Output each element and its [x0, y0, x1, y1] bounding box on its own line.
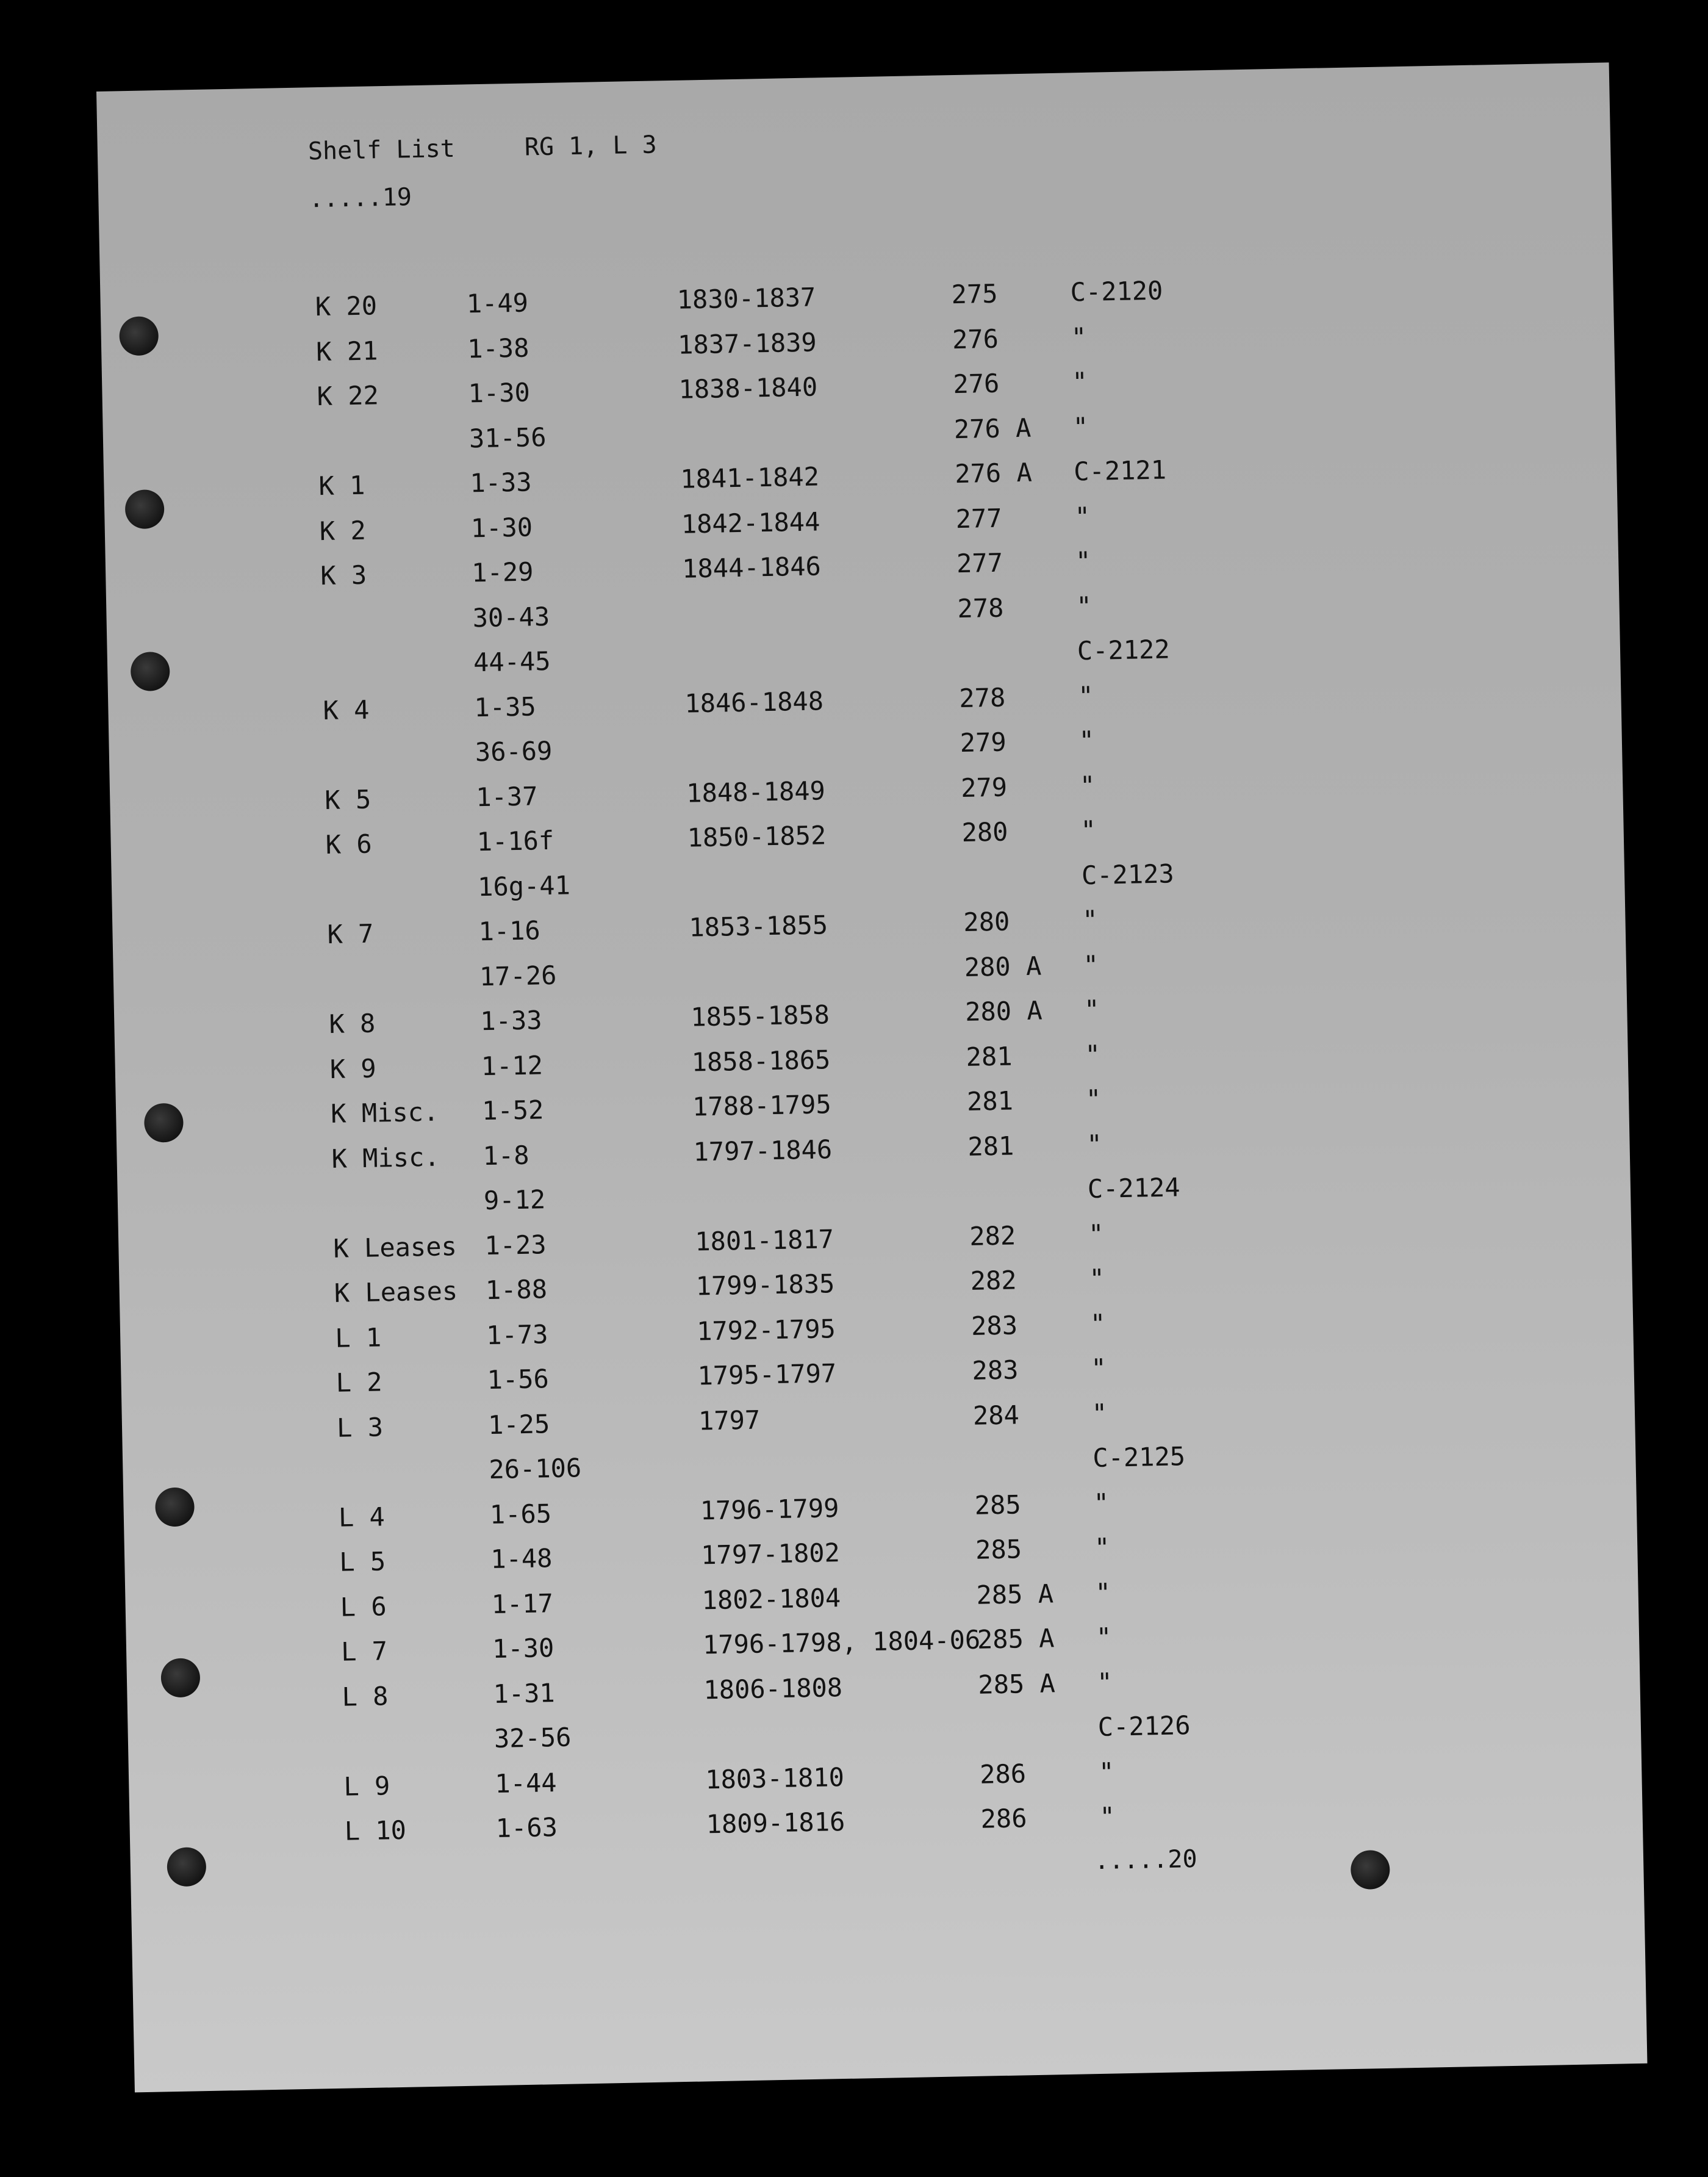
- pages-cell: 31-56: [468, 422, 547, 453]
- reel-cell: C-2126: [1097, 1710, 1191, 1742]
- dates-cell: 1846-1848: [684, 685, 824, 719]
- box-cell: 285 A: [976, 1578, 1054, 1610]
- box-cell: 284: [972, 1399, 1020, 1431]
- dates-cell: 1797-1802: [700, 1538, 841, 1571]
- dates-cell: 1802-1804: [702, 1582, 841, 1615]
- pages-cell: 1-12: [481, 1049, 544, 1081]
- volume-cell: K 6: [325, 829, 373, 860]
- binder-hole: [167, 1847, 206, 1887]
- pages-cell: 1-49: [466, 287, 529, 319]
- box-cell: 278: [957, 592, 1004, 624]
- volume-cell: K 7: [327, 918, 374, 949]
- reel-cell: ": [1071, 322, 1087, 352]
- box-cell: 286: [979, 1758, 1027, 1790]
- dates-cell: 1803-1810: [705, 1761, 845, 1794]
- volume-cell: K Misc.: [331, 1142, 440, 1174]
- reel-cell: ": [1072, 411, 1089, 442]
- volume-cell: L 4: [338, 1501, 386, 1533]
- reel-cell: ": [1098, 1756, 1114, 1787]
- box-cell: 283: [972, 1355, 1019, 1386]
- box-cell: 285: [974, 1489, 1022, 1520]
- volume-cell: K 20: [315, 290, 378, 322]
- volume-cell: L 10: [344, 1815, 407, 1846]
- box-cell: 280: [963, 906, 1010, 937]
- dates-cell: 1853-1855: [689, 910, 828, 943]
- binder-hole: [144, 1103, 184, 1143]
- volume-cell: L 1: [334, 1322, 382, 1353]
- box-cell: 280 A: [964, 951, 1042, 982]
- pages-cell: 1-65: [489, 1498, 552, 1530]
- reel-cell: ": [1085, 1039, 1101, 1070]
- reel-cell: ": [1089, 1308, 1106, 1339]
- dates-cell: 1830-1837: [676, 282, 816, 315]
- pages-cell: 16g-41: [477, 869, 571, 902]
- binder-hole: [119, 316, 159, 356]
- dates-cell: 1806-1808: [703, 1672, 843, 1705]
- dates-cell: 1792-1795: [696, 1313, 836, 1346]
- reel-cell: ": [1091, 1398, 1108, 1428]
- pages-cell: 1-17: [491, 1588, 554, 1619]
- dates-cell: 1795-1797: [697, 1358, 837, 1391]
- reel-cell: ": [1099, 1801, 1116, 1832]
- box-cell: 285: [975, 1534, 1022, 1565]
- dates-cell: 1799-1835: [695, 1268, 835, 1301]
- reel-cell: ": [1093, 1488, 1110, 1518]
- box-cell: 280: [961, 816, 1008, 847]
- pages-cell: 1-16: [478, 915, 541, 947]
- pages-cell: 1-37: [475, 780, 538, 812]
- dates-cell: 1855-1858: [690, 999, 830, 1032]
- dates-cell: 1796-1799: [700, 1492, 839, 1525]
- pages-cell: 1-88: [485, 1274, 548, 1306]
- volume-cell: L 9: [343, 1770, 390, 1802]
- reel-cell: ": [1096, 1667, 1113, 1697]
- box-cell: 286: [980, 1803, 1027, 1834]
- volume-cell: L 2: [336, 1367, 383, 1398]
- volume-cell: L 7: [340, 1636, 388, 1667]
- reel-cell: C-2120: [1070, 275, 1163, 308]
- volume-cell: K 2: [319, 515, 367, 546]
- volume-cell: K 21: [315, 335, 378, 367]
- dates-cell: 1797: [698, 1405, 761, 1436]
- pages-cell: 30-43: [472, 601, 550, 633]
- dates-cell: 1796-1798, 1804-06: [702, 1624, 981, 1660]
- document-page: [96, 62, 1648, 2092]
- continued-to-page: .....20: [1094, 1844, 1197, 1875]
- continued-from-page: .....19: [309, 183, 412, 214]
- reel-cell: C-2122: [1077, 634, 1171, 666]
- dates-cell: 1848-1849: [686, 775, 826, 808]
- pages-cell: 1-33: [469, 467, 533, 498]
- pages-cell: 1-31: [493, 1677, 556, 1709]
- pages-cell: 1-52: [481, 1095, 544, 1126]
- volume-cell: L 6: [340, 1591, 387, 1622]
- pages-cell: 1-56: [487, 1364, 550, 1395]
- pages-cell: 17-26: [479, 960, 557, 991]
- reel-cell: ": [1076, 591, 1093, 621]
- box-cell: 277: [956, 547, 1003, 579]
- box-cell: 285 A: [977, 1623, 1055, 1655]
- reel-cell: ": [1082, 904, 1099, 935]
- pages-cell: 1-30: [470, 511, 533, 543]
- binder-hole: [125, 489, 165, 529]
- record-group-reference: RG 1, L 3: [524, 131, 658, 162]
- box-cell: 282: [970, 1265, 1017, 1296]
- pages-cell: 1-48: [490, 1543, 553, 1575]
- volume-cell: K 22: [317, 380, 379, 412]
- dates-cell: 1844-1846: [681, 551, 822, 584]
- volume-cell: K 9: [329, 1053, 377, 1084]
- reel-cell: ": [1095, 1577, 1111, 1608]
- volume-cell: K 4: [323, 694, 370, 725]
- box-cell: 277: [955, 503, 1003, 534]
- volume-cell: K 8: [328, 1008, 376, 1039]
- box-cell: 278: [958, 682, 1006, 713]
- dates-cell: 1837-1839: [677, 326, 817, 360]
- reel-cell: ": [1077, 680, 1094, 711]
- dates-cell: 1797-1846: [693, 1134, 833, 1167]
- pages-cell: 1-30: [468, 377, 531, 409]
- reel-cell: ": [1096, 1622, 1112, 1652]
- reel-cell: ": [1071, 366, 1088, 397]
- box-cell: 281: [966, 1085, 1014, 1117]
- pages-cell: 1-29: [471, 556, 534, 588]
- volume-cell: K Leases: [334, 1275, 458, 1308]
- reel-cell: C-2124: [1087, 1172, 1180, 1204]
- volume-cell: L 3: [336, 1411, 384, 1443]
- reel-cell: ": [1094, 1532, 1110, 1563]
- pages-cell: 32-56: [493, 1722, 572, 1754]
- box-cell: 283: [971, 1309, 1018, 1341]
- box-cell: 276: [952, 368, 1000, 400]
- reel-cell: ": [1091, 1353, 1107, 1384]
- pages-cell: 1-38: [467, 332, 529, 364]
- dates-cell: 1809-1816: [706, 1806, 845, 1840]
- dates-cell: 1850-1852: [687, 820, 827, 853]
- binder-hole: [155, 1487, 195, 1527]
- reel-cell: C-2123: [1081, 858, 1175, 890]
- shelf-list-title: Shelf List: [307, 134, 456, 166]
- binder-hole: [131, 652, 170, 691]
- volume-cell: K 1: [318, 470, 365, 502]
- box-cell: 281: [967, 1130, 1014, 1162]
- box-cell: 276 A: [954, 457, 1033, 489]
- reel-cell: ": [1080, 815, 1097, 846]
- reel-cell: ": [1086, 1129, 1103, 1159]
- reel-cell: ": [1075, 545, 1091, 577]
- volume-cell: K Leases: [332, 1231, 458, 1264]
- reel-cell: ": [1078, 725, 1095, 756]
- box-cell: 285 A: [977, 1668, 1056, 1700]
- dates-cell: 1788-1795: [692, 1089, 832, 1122]
- box-cell: 275: [951, 278, 998, 310]
- pages-cell: 1-30: [492, 1633, 554, 1664]
- reel-cell: C-2121: [1073, 455, 1167, 487]
- dates-cell: 1842-1844: [681, 506, 820, 539]
- box-cell: 279: [960, 772, 1008, 803]
- binder-hole: [1351, 1850, 1390, 1890]
- pages-cell: 1-63: [495, 1812, 558, 1843]
- pages-cell: 1-23: [484, 1229, 547, 1261]
- reel-cell: ": [1079, 770, 1096, 801]
- box-cell: 281: [966, 1040, 1013, 1072]
- pages-cell: 1-73: [486, 1319, 548, 1350]
- reel-cell: ": [1083, 949, 1099, 980]
- pages-cell: 1-25: [487, 1408, 550, 1440]
- volume-cell: K Misc.: [330, 1096, 439, 1129]
- pages-cell: 44-45: [473, 646, 551, 678]
- reel-cell: ": [1088, 1218, 1105, 1249]
- pages-cell: 9-12: [483, 1184, 546, 1216]
- dates-cell: 1841-1842: [680, 461, 820, 494]
- reel-cell: C-2125: [1092, 1441, 1186, 1474]
- reel-cell: ": [1089, 1263, 1105, 1294]
- pages-cell: 26-106: [489, 1453, 582, 1485]
- pages-cell: 1-16f: [476, 825, 554, 857]
- reel-cell: ": [1074, 501, 1091, 531]
- pages-cell: 1-8: [483, 1140, 529, 1171]
- box-cell: 280 A: [964, 995, 1043, 1027]
- pages-cell: 1-33: [479, 1005, 542, 1037]
- pages-cell: 36-69: [475, 735, 553, 768]
- reel-cell: ": [1085, 1084, 1102, 1115]
- dates-cell: 1801-1817: [694, 1223, 834, 1257]
- pages-cell: 1-44: [494, 1767, 557, 1799]
- volume-cell: L 5: [339, 1546, 386, 1577]
- box-cell: 282: [969, 1220, 1016, 1251]
- dates-cell: 1838-1840: [678, 372, 818, 405]
- volume-cell: L 8: [342, 1680, 389, 1712]
- reel-cell: ": [1083, 994, 1100, 1025]
- box-cell: 279: [960, 727, 1007, 758]
- box-cell: 276: [952, 323, 999, 354]
- pages-cell: 1-35: [474, 691, 537, 722]
- dates-cell: 1858-1865: [691, 1044, 831, 1078]
- binder-hole: [160, 1658, 200, 1697]
- volume-cell: K 5: [324, 784, 371, 815]
- volume-cell: K 3: [320, 560, 367, 591]
- box-cell: 276 A: [953, 412, 1032, 444]
